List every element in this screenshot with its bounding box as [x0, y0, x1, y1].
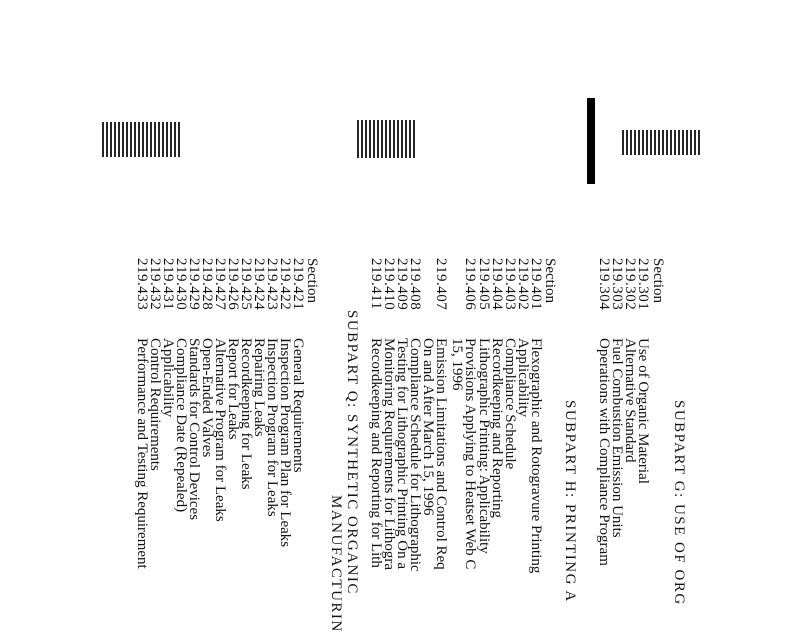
section-number: 219.422: [277, 258, 293, 311]
section-title: Alternative Standard: [622, 338, 638, 463]
section-title: Lithographic Printing: Applicability: [476, 338, 492, 554]
subpart-h-heading: SUBPART H: PRINTING A: [562, 400, 578, 603]
section-number: 219.304: [596, 258, 612, 311]
section-title: Testing for Lithographic Printing On a: [394, 338, 410, 569]
section-title: Alternative Program for Leaks: [212, 338, 228, 522]
section-number: 219.430: [173, 258, 189, 311]
subpart-g-heading: SUBPART G: USE OF ORG: [671, 400, 687, 606]
section-title: Flexographic and Rotogravure Printing: [528, 338, 544, 574]
section-number: 219.408: [407, 258, 423, 311]
section-number: 219.423: [264, 258, 280, 311]
section-title: Recordkeeping for Leaks: [238, 338, 254, 490]
section-title: Emission Limitations and Control Req: [433, 338, 449, 570]
section-number: 219.433: [134, 258, 150, 311]
section-number: 219.429: [186, 258, 202, 311]
section-title: Operations with Compliance Program: [596, 338, 612, 566]
section-number: 219.428: [199, 258, 215, 311]
section-title: Monitoring Requirements for Lithogra: [381, 338, 397, 571]
section-title: Compliance Schedule: [502, 338, 518, 470]
section-number: 219.405: [476, 258, 492, 311]
section-title: Performance and Testing Requirement: [134, 338, 150, 569]
section-title: Open-Ended Valves: [199, 338, 215, 458]
section-number: 219.410: [381, 258, 397, 311]
section-number: 219.425: [238, 258, 254, 311]
section-title: Inspection Program for Leaks: [264, 338, 280, 517]
section-title: Provisions Applying to Heatset Web C: [462, 338, 478, 570]
section-number: 219.427: [212, 258, 228, 311]
section-label: Section: [650, 258, 666, 303]
section-title: Control Requirements: [147, 338, 163, 471]
section-title: Standards for Control Devices: [186, 338, 202, 521]
section-title: Recordkeeping and Reporting for Lith: [368, 338, 384, 568]
section-number: 219.431: [160, 258, 176, 311]
section-number: 219.403: [502, 258, 518, 311]
section-title: Fuel Combustion Emission Units: [609, 338, 625, 538]
section-title: Compliance Date (Repealed): [173, 338, 189, 513]
section-number: 219.402: [515, 258, 531, 311]
section-number: 219.411: [368, 258, 384, 310]
section-title: Applicability: [160, 338, 176, 418]
section-number: 219.426: [225, 258, 241, 311]
section-title: Applicability: [515, 338, 531, 418]
section-title: Recordkeeping and Reporting: [489, 338, 505, 518]
margin-bar-mark: [587, 98, 595, 184]
section-title: Repairing Leaks: [251, 338, 267, 437]
section-label: Section: [304, 258, 320, 303]
section-number: 219.303: [609, 258, 625, 311]
section-title: Compliance Schedule for Lithographic: [407, 338, 423, 572]
section-title: Report for Leaks: [225, 338, 241, 440]
section-number: 219.424: [251, 258, 267, 311]
section-number: 219.407: [433, 258, 449, 311]
section-title: General Requirements: [290, 338, 306, 473]
section-number: 219.401: [528, 258, 544, 311]
section-label: Section: [542, 258, 558, 303]
section-title-continued: 15, 1996: [449, 338, 465, 391]
section-number: 219.302: [622, 258, 638, 311]
subpart-q-heading: SUBPART Q: SYNTHETIC ORGANIC: [344, 310, 360, 595]
subpart-q-heading-line2: MANUFACTURIN: [328, 495, 344, 633]
section-title: Inspection Program Plan for Leaks: [277, 338, 293, 548]
redacted-seal-mark: [620, 130, 700, 155]
section-number: 219.404: [489, 258, 505, 311]
section-number: 219.432: [147, 258, 163, 311]
section-title: Use of Organic Material: [635, 338, 651, 484]
section-number: 219.421: [290, 258, 306, 311]
section-number: 219.301: [635, 258, 651, 311]
redacted-seal-mark: [355, 120, 415, 158]
section-number: 219.406: [462, 258, 478, 311]
redacted-seal-mark: [100, 122, 180, 157]
section-title-continued: On and After March 15, 1996: [420, 338, 436, 516]
section-number: 219.409: [394, 258, 410, 311]
